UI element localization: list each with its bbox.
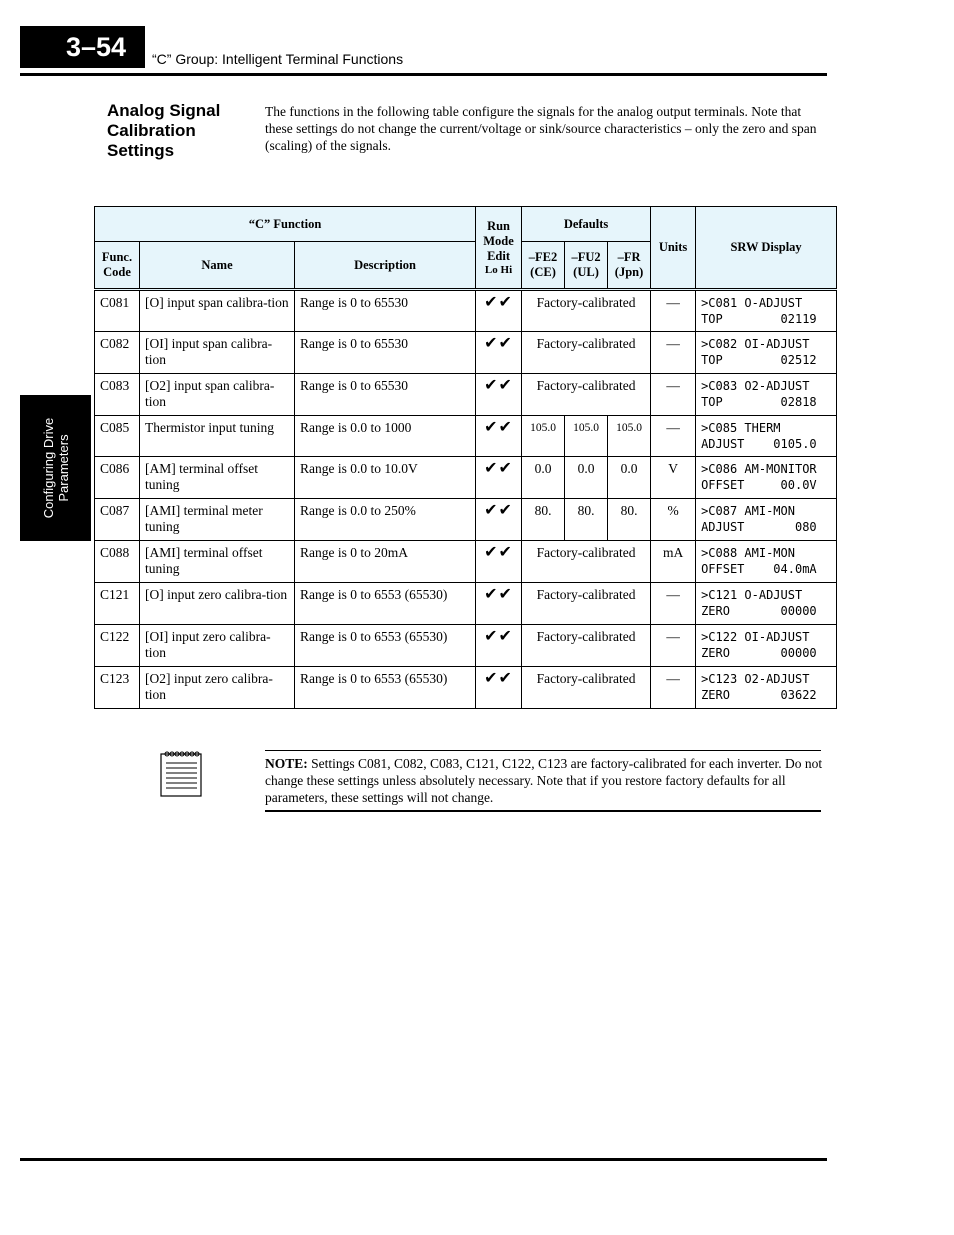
table-row xyxy=(95,667,837,709)
func-description: Range is 0 to 65530 xyxy=(295,332,476,374)
run-mode-edit: ✔✔ xyxy=(476,416,522,457)
func-name: [OI] input zero calibra-tion xyxy=(140,625,295,667)
run-mode-edit: ✔✔ xyxy=(476,625,522,667)
func-code: C121 xyxy=(95,583,140,625)
func-code: C088 xyxy=(95,541,140,583)
func-code: C123 xyxy=(95,667,140,709)
func-name: Thermistor input tuning xyxy=(140,416,295,457)
header-srw-display: SRW Display xyxy=(696,207,837,290)
header-fu2 xyxy=(565,242,608,290)
header-rule xyxy=(20,73,827,76)
units-value: — xyxy=(651,416,696,457)
units-value: — xyxy=(651,583,696,625)
units-value: mA xyxy=(651,541,696,583)
run-mode-edit: ✔✔ xyxy=(476,332,522,374)
func-code: C086 xyxy=(95,457,140,499)
default-fe2: 80. xyxy=(522,499,565,541)
default-fr: 80. xyxy=(608,499,651,541)
func-description: Range is 0 to 65530 xyxy=(295,374,476,416)
default-value: Factory-calibrated xyxy=(522,583,651,625)
table-row xyxy=(95,290,837,332)
srw-display xyxy=(696,290,837,332)
func-code: C082 xyxy=(95,332,140,374)
default-fe2: 105.0 xyxy=(522,416,565,457)
chapter-side-tab-label xyxy=(20,395,91,541)
func-code: C081 xyxy=(95,290,140,332)
header-fu2-line1: –FU2 xyxy=(571,250,601,264)
default-fe2: 0.0 xyxy=(522,457,565,499)
units-value: — xyxy=(651,625,696,667)
parameter-table xyxy=(94,206,837,709)
run-mode-edit: ✔✔ xyxy=(476,583,522,625)
units-value: — xyxy=(651,374,696,416)
section-heading-line1: Analog Signal xyxy=(107,101,221,120)
func-description: Range is 0 to 6553 (65530) xyxy=(295,667,476,709)
table-row xyxy=(95,541,837,583)
default-fu2: 105.0 xyxy=(565,416,608,457)
header-fe2-line2: (CE) xyxy=(530,265,556,279)
page-header-title: “C” Group: Intelligent Terminal Functions xyxy=(152,51,404,67)
header-run-line3: Edit xyxy=(487,249,510,263)
func-code: C122 xyxy=(95,625,140,667)
table-row xyxy=(95,416,837,457)
notepad-icon xyxy=(158,750,206,798)
run-mode-edit: ✔✔ xyxy=(476,374,522,416)
srw-display xyxy=(696,625,837,667)
footer-rule xyxy=(20,1158,827,1161)
table-row xyxy=(95,583,837,625)
srw-display xyxy=(696,374,837,416)
srw-line1: >C085 THERM xyxy=(701,421,781,435)
default-value: Factory-calibrated xyxy=(522,625,651,667)
srw-line1: >C121 O-ADJUST xyxy=(701,588,803,602)
note-bottom-rule xyxy=(265,810,821,812)
run-mode-edit: ✔✔ xyxy=(476,667,522,709)
srw-line1: >C088 AMI-MON xyxy=(701,546,795,560)
side-tab-line1: Configuring Drive xyxy=(40,417,56,519)
default-fu2: 80. xyxy=(565,499,608,541)
default-value: Factory-calibrated xyxy=(522,541,651,583)
table-row xyxy=(95,332,837,374)
table-row xyxy=(95,457,837,499)
header-fu2-line2: (UL) xyxy=(573,265,599,279)
srw-line2: OFFSET 00.0V xyxy=(701,478,817,492)
func-description: Range is 0.0 to 1000 xyxy=(295,416,476,457)
note-label: NOTE: xyxy=(265,756,308,771)
header-run-line2: Mode xyxy=(483,234,514,248)
section-heading-line3: Settings xyxy=(107,141,175,160)
srw-line1: >C086 AM-MONITOR xyxy=(701,462,817,476)
func-name: [O2] input zero calibra-tion xyxy=(140,667,295,709)
run-mode-edit: ✔✔ xyxy=(476,499,522,541)
header-fe2-line1: –FE2 xyxy=(528,250,558,264)
run-mode-edit: ✔✔ xyxy=(476,290,522,332)
func-description: Range is 0 to 65530 xyxy=(295,290,476,332)
srw-line2: ZERO 03622 xyxy=(701,688,817,702)
srw-display xyxy=(696,416,837,457)
srw-display xyxy=(696,332,837,374)
note-paragraph xyxy=(265,755,825,806)
func-name: [O] input span calibra-tion xyxy=(140,290,295,332)
header-fr-line2: (Jpn) xyxy=(614,265,644,279)
func-name: [AMI] terminal offset tuning xyxy=(140,541,295,583)
default-fr: 105.0 xyxy=(608,416,651,457)
default-value: Factory-calibrated xyxy=(522,290,651,332)
section-heading-line2: Calibration xyxy=(107,121,196,140)
units-value: % xyxy=(651,499,696,541)
default-value: Factory-calibrated xyxy=(522,667,651,709)
header-units: Units xyxy=(651,207,696,290)
default-value: Factory-calibrated xyxy=(522,374,651,416)
units-value: — xyxy=(651,290,696,332)
chapter-side-tab xyxy=(20,395,91,541)
header-name: Name xyxy=(140,242,295,290)
func-name: [OI] input span calibra-tion xyxy=(140,332,295,374)
func-code: C087 xyxy=(95,499,140,541)
srw-line2: TOP 02512 xyxy=(701,353,817,367)
func-description: Range is 0.0 to 250% xyxy=(295,499,476,541)
units-value: — xyxy=(651,667,696,709)
header-fr xyxy=(608,242,651,290)
header-defaults: Defaults xyxy=(522,207,651,242)
header-c-function: “C” Function xyxy=(95,207,476,242)
table-row xyxy=(95,499,837,541)
srw-line1: >C083 O2-ADJUST xyxy=(701,379,810,393)
func-description: Range is 0 to 6553 (65530) xyxy=(295,625,476,667)
func-name: [O] input zero calibra-tion xyxy=(140,583,295,625)
header-run-lohi: Lo Hi xyxy=(484,264,513,276)
units-value: V xyxy=(651,457,696,499)
srw-line2: OFFSET 04.0mA xyxy=(701,562,817,576)
default-fu2: 0.0 xyxy=(565,457,608,499)
srw-line1: >C087 AMI-MON xyxy=(701,504,795,518)
default-value: Factory-calibrated xyxy=(522,332,651,374)
side-tab-line2: Parameters xyxy=(55,434,71,502)
header-func-code xyxy=(95,242,140,290)
srw-display xyxy=(696,457,837,499)
table-row xyxy=(95,625,837,667)
srw-line1: >C123 O2-ADJUST xyxy=(701,672,810,686)
section-heading xyxy=(107,101,257,161)
note-top-rule xyxy=(265,750,821,751)
func-name: [AMI] terminal meter tuning xyxy=(140,499,295,541)
default-fr: 0.0 xyxy=(608,457,651,499)
srw-line1: >C122 OI-ADJUST xyxy=(701,630,810,644)
note-body: Settings C081, C082, C083, C121, C122, C123 are factory-calibrated for each inverter. Do not change these settings unless absolutely necessary. Note that if you restore factory defaults for all parameters, these settings will not change. xyxy=(265,756,823,805)
srw-line1: >C081 O-ADJUST xyxy=(701,296,803,310)
srw-line2: ADJUST 0105.0 xyxy=(701,437,817,451)
func-description: Range is 0 to 6553 (65530) xyxy=(295,583,476,625)
func-code: C083 xyxy=(95,374,140,416)
func-code: C085 xyxy=(95,416,140,457)
header-description: Description xyxy=(295,242,476,290)
header-fe2 xyxy=(522,242,565,290)
func-description: Range is 0.0 to 10.0V xyxy=(295,457,476,499)
srw-line2: TOP 02818 xyxy=(701,395,817,409)
func-name: [O2] input span calibra-tion xyxy=(140,374,295,416)
srw-display xyxy=(696,583,837,625)
srw-display xyxy=(696,541,837,583)
table-row xyxy=(95,374,837,416)
page-number: 3–54 xyxy=(20,26,145,68)
srw-line2: ADJUST 080 xyxy=(701,520,817,534)
run-mode-edit: ✔✔ xyxy=(476,457,522,499)
srw-line2: ZERO 00000 xyxy=(701,646,817,660)
header-run-line1: Run xyxy=(487,219,510,233)
run-mode-edit: ✔✔ xyxy=(476,541,522,583)
func-description: Range is 0 to 20mA xyxy=(295,541,476,583)
func-name: [AM] terminal offset tuning xyxy=(140,457,295,499)
header-func-code-line2: Code xyxy=(103,265,131,279)
units-value: — xyxy=(651,332,696,374)
intro-paragraph: The functions in the following table configure the signals for the analog output terminals. Note that these settings do not change the current/voltage or sink/source characteristics – only the zero and span (scaling) of the signals. xyxy=(265,104,817,153)
header-run-mode-edit xyxy=(476,207,522,290)
header-func-code-line1: Func. xyxy=(101,250,133,264)
header-fr-line1: –FR xyxy=(617,250,641,264)
srw-display xyxy=(696,499,837,541)
srw-line2: TOP 02119 xyxy=(701,312,817,326)
srw-line1: >C082 OI-ADJUST xyxy=(701,337,810,351)
srw-line2: ZERO 00000 xyxy=(701,604,817,618)
srw-display xyxy=(696,667,837,709)
